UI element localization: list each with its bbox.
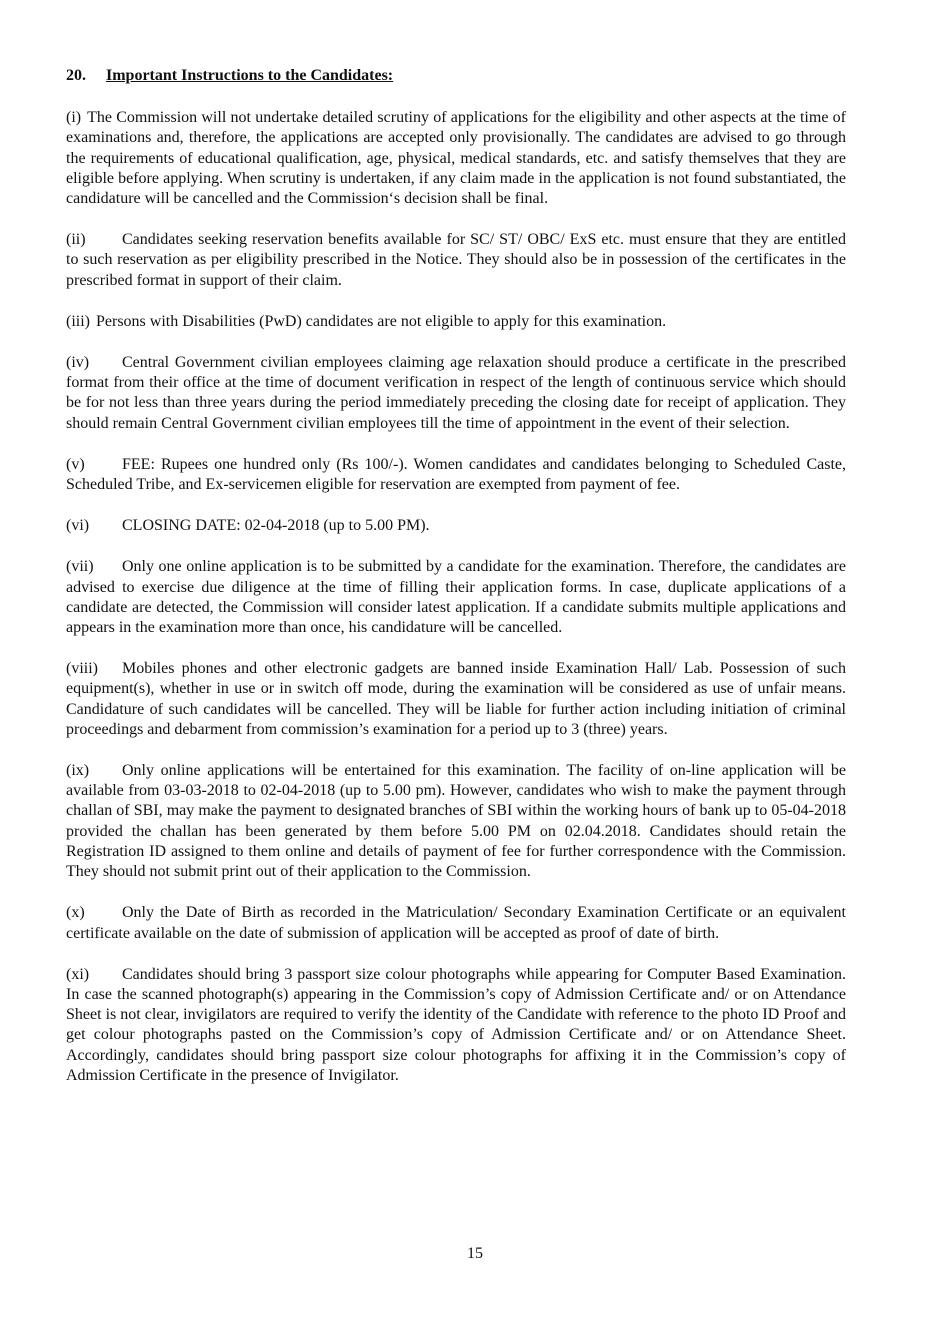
instruction-viii (66, 659, 846, 740)
instruction-v (66, 455, 846, 495)
instruction-text: Candidates should bring 3 passport size colour photographs while appearing for Computer Based Examination. In case the scanned photograph(s) appearing in the Commission’s copy of Admission Certificate and/ or on Attendance Sheet is not clear, invigilators are required to verify the identity of the Candidate with reference to the photo ID Proof and get colour photographs pasted on the Commission’s copy of Admission Certificate and/ or on Attendance Sheet. Accordingly, candidates should bring passport size colour photographs for affixing it in the Commission’s copy of Admission Certificate in the presence of Invigilator. (66, 965, 846, 1084)
instruction-marker: (i) (66, 109, 82, 127)
instruction-marker: (viii) (66, 660, 98, 678)
instruction-text: CLOSING DATE: 02-04-2018 (up to 5.00 PM). (122, 517, 430, 535)
instruction-text: Candidates seeking reservation benefits available for SC/ ST/ OBC/ ExS etc. must ensure that they are entitled to such reservation as per eligibility prescribed in the Notice. They should also be in possession of the certificates in the prescribed format in support of their claim. (66, 231, 846, 289)
section-number: 20. (66, 67, 86, 84)
instruction-marker: (x) (66, 904, 85, 922)
instruction-text: Mobiles phones and other electronic gadgets are banned inside Examination Hall/ Lab. Possession of such equipment(s), whether in use or in switch off mode, during the examination will be considered as use of unfair means. Candidature of such candidates will be cancelled. They will be liable for further action including initiation of criminal proceedings and debarment from commission’s examination for a period up to 3 (three) years. (66, 660, 846, 738)
instruction-marker: (ii) (66, 231, 86, 249)
instruction-marker: (vii) (66, 558, 94, 576)
instruction-marker: (ix) (66, 762, 90, 780)
instruction-marker: (iii) (66, 312, 90, 330)
instruction-vii (66, 557, 846, 638)
instruction-text: Only the Date of Birth as recorded in the Matriculation/ Secondary Examination Certificate or an equivalent certificate available on the date of submission of application will be accepted as proof of date of birth. (66, 904, 846, 942)
instruction-marker: (iv) (66, 354, 90, 372)
instruction-x (66, 903, 846, 943)
instruction-text: FEE: Rupees one hundred only (Rs 100/-). Women candidates and candidates belonging to Scheduled Caste, Scheduled Tribe, and Ex-servicemen eligible for reservation are exempted from payment of fee. (66, 455, 846, 494)
instruction-text: Central Government civilian employees claiming age relaxation should produce a certificate in the prescribed format from their office at the time of document verification in respect of the length of continuous service which should be for not less than three years during the period immediately preceding the closing date for receipt of application. They should remain Central Government civilian employees till the time of appointment in the event of their selection. (66, 354, 846, 432)
instruction-iv (66, 353, 846, 434)
instruction-i (66, 108, 846, 209)
instruction-ix (66, 761, 846, 882)
instruction-marker: (v) (66, 455, 85, 473)
instruction-marker: (xi) (66, 965, 90, 983)
instruction-xi (66, 965, 846, 1086)
instruction-ii (66, 230, 846, 291)
instruction-text: Only one online application is to be submitted by a candidate for the examination. Therefore, the candidates are advised to exercise due diligence at the time of filling their application forms. In case, duplicate applications of a candidate are detected, the Commission will consider latest application. If a candidate submits multiple applications and appears in the examination more than once, his candidature will be cancelled. (66, 558, 846, 637)
document-page (66, 66, 846, 1107)
instruction-text: Only online applications will be entertained for this examination. The facility of on-line application will be available from 03-03-2018 to 02-04-2018 (up to 5.00 pm). However, candidates who wish to make the payment through challan of SBI, may make the payment to designated branches of SBI within the working hours of bank up to 05-04-2018 provided the challan has been generated by them before 5.00 PM on 02.04.2018. Candidates should retain the Registration ID assigned to them online and details of payment of fee for further correspondence with the Commission. They should not submit print out of their application to the Commission. (66, 762, 846, 881)
instruction-marker: (vi) (66, 517, 90, 535)
instruction-text: The Commission will not undertake detailed scrutiny of applications for the eligibility and other aspects at the time of examinations and, therefore, the applications are accepted only provisionally. The candidates are advised to go through the requirements of educational qualification, age, physical, medical standards, etc. and satisfy themselves that they are eligible before applying. When scrutiny is undertaken, if any claim made in the application is not found substantiated, the candidature will be cancelled and the Commission‘s decision shall be final. (66, 109, 846, 208)
instruction-iii (66, 312, 846, 332)
section-title: Important Instructions to the Candidates: (106, 67, 394, 84)
instruction-text: Persons with Disabilities (PwD) candidates are not eligible to apply for this examination. (96, 312, 667, 330)
page-number: 15 (467, 1245, 483, 1262)
instruction-vi (66, 516, 846, 536)
section-heading (66, 66, 846, 86)
